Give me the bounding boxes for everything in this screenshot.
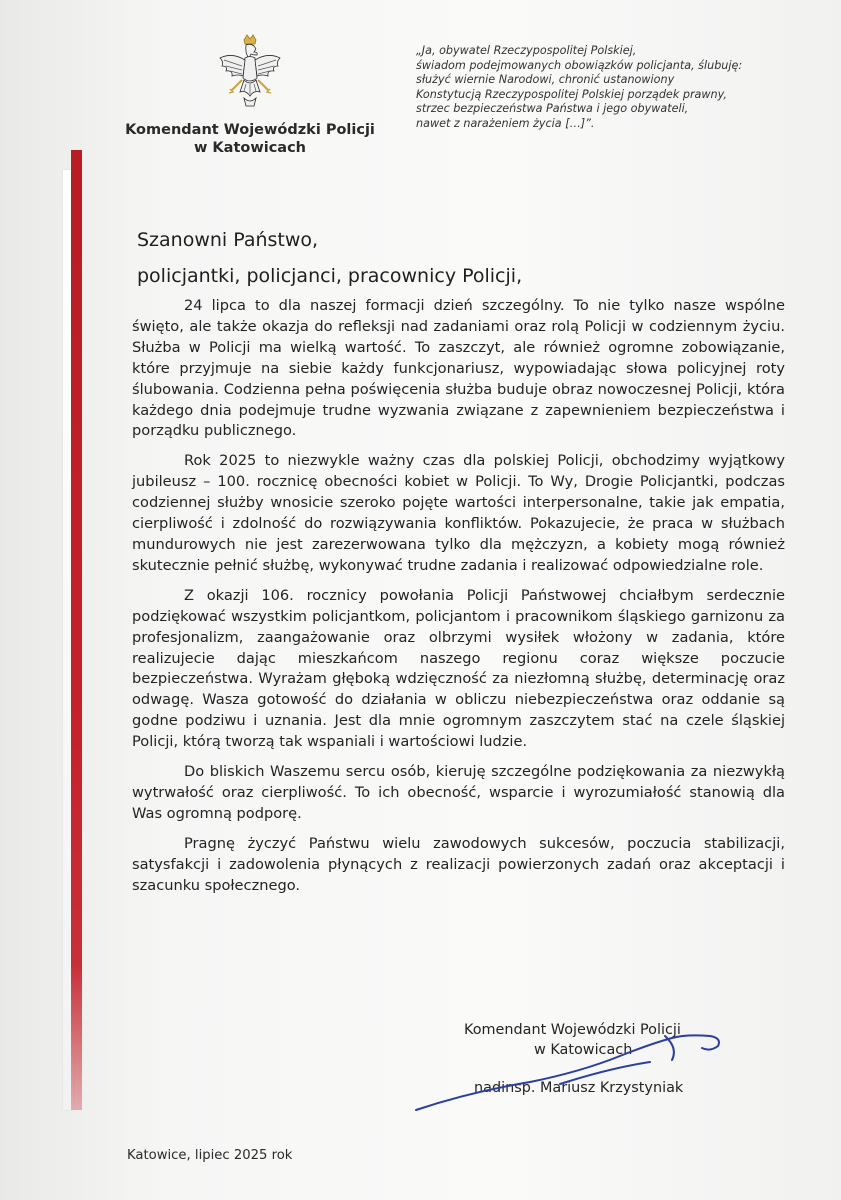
oath-quote xyxy=(416,44,816,132)
institution-line-1: Komendant Wojewódzki Policji xyxy=(125,122,375,138)
paragraph-thanks: Z okazji 106. rocznicy powołania Policji Państwowej chciałbym serdecznie podziękować wszystkim policjantkom, policjantom i pracownikom śląskiego garnizonu za profesjonalizm, zaangażowanie oraz olbrzymi wysiłek włożony w zadania, które realizujecie dając mieszkańcom naszego regionu coraz większe poczucie bezpieczeństwa. Wyrażam głęboką wdzięczność za niezłomną służbę, determinację oraz odwagę. Wasza gotowość do działania w obliczu niebezpieczeństwa oraz oddanie są godne podziwu i uznania. Jest dla mnie ogromnym zaszczytem stać na czele śląskiej Policji, którą tworzą tak wspaniali i wartościowi ludzie. xyxy=(132,586,785,751)
signature-title-line-2: w Katowicach xyxy=(534,1042,633,1058)
polish-eagle-icon xyxy=(214,34,286,110)
oath-line: służyć wiernie Narodowi, chronić ustanowiony xyxy=(416,73,675,87)
institution-line-2: w Katowicach xyxy=(193,140,307,156)
letter-body xyxy=(132,296,785,905)
flag-stripe-red xyxy=(71,150,82,1110)
oath-line: „Ja, obywatel Rzeczypospolitej Polskiej, xyxy=(416,44,637,57)
paragraph-anniversary: 24 lipca to dla naszej formacji dzień szczególny. To nie tylko nasze wspólne święto, ale także okazja do refleksji nad zadaniami oraz rolą Policji w codziennym życiu. Służba w Policji ma wielką wartość. To zaszczyt, ale również ogromne zobowiązanie, które przyjmuje na siebie każdy funkcjonariusz, wypowiadając słowa policyjnej roty ślubowania. Codzienna pełna poświęcenia służba buduje obraz nowoczesnej Policji, która każdego dnia podejmuje trudne wyzwania związane z zapewnieniem bezpieczeństwa i porządku publicznego. xyxy=(132,297,785,440)
oath-line: nawet z narażeniem życia […]”. xyxy=(416,116,595,130)
paragraph-families: Do bliskich Waszemu sercu osób, kieruję szczególne podziękowania za niezwykłą wytrwałość oraz cierpliwość. To ich obecność, wsparcie i wyrozumiałość stanowią dla Was ogromną podporę. xyxy=(132,763,785,822)
oath-line: strzec bezpieczeństwa Państwa i jego obywateli, xyxy=(416,102,689,116)
paragraph-women-jubilee: Rok 2025 to niezwykle ważny czas dla polskiej Policji, obchodzimy wyjątkowy jubileusz – 100. rocznicę obecności kobiet w Policji. To Wy, Drogie Policjantki, podczas codziennej służby wnosicie szeroko pojęte wartości interpersonalne, takie jak empatia, cierpliwość i zdolność do rozwiązywania konfliktów. Pokazujecie, że praca w służbach mundurowych nie jest zarezerwowana tylko dla mężczyzn, a kobiety mogą również skutecznie pełnić służbę, wykonywać trudne zadania i realizować odpowiedzialne role. xyxy=(132,452,785,574)
place-date: Katowice, lipiec 2025 rok xyxy=(127,1148,293,1163)
institution-name xyxy=(120,121,380,157)
signature-name: nadinsp. Mariusz Krzystyniak xyxy=(474,1080,684,1096)
paragraph-wishes: Pragnę życzyć Państwu wielu zawodowych sukcesów, poczucia stabilizacji, satysfakcji i zadowolenia płynących z realizacji powierzonych zadań oraz akceptacji i szacunku społecznego. xyxy=(132,834,785,894)
greeting-line-1: Szanowni Państwo, xyxy=(137,229,319,251)
greeting-line-2: policjantki, policjanci, pracownicy Policji, xyxy=(137,265,523,287)
signature-title-line-1: Komendant Wojewódzki Policji xyxy=(464,1022,681,1038)
greeting xyxy=(137,222,697,294)
oath-line: świadom podejmowanych obowiązków policjanta, ślubuję: xyxy=(416,58,743,72)
handwritten-signature-icon xyxy=(410,1026,740,1116)
oath-line: Konstytucją Rzeczypospolitej Polskiej porządek prawny, xyxy=(416,87,727,101)
